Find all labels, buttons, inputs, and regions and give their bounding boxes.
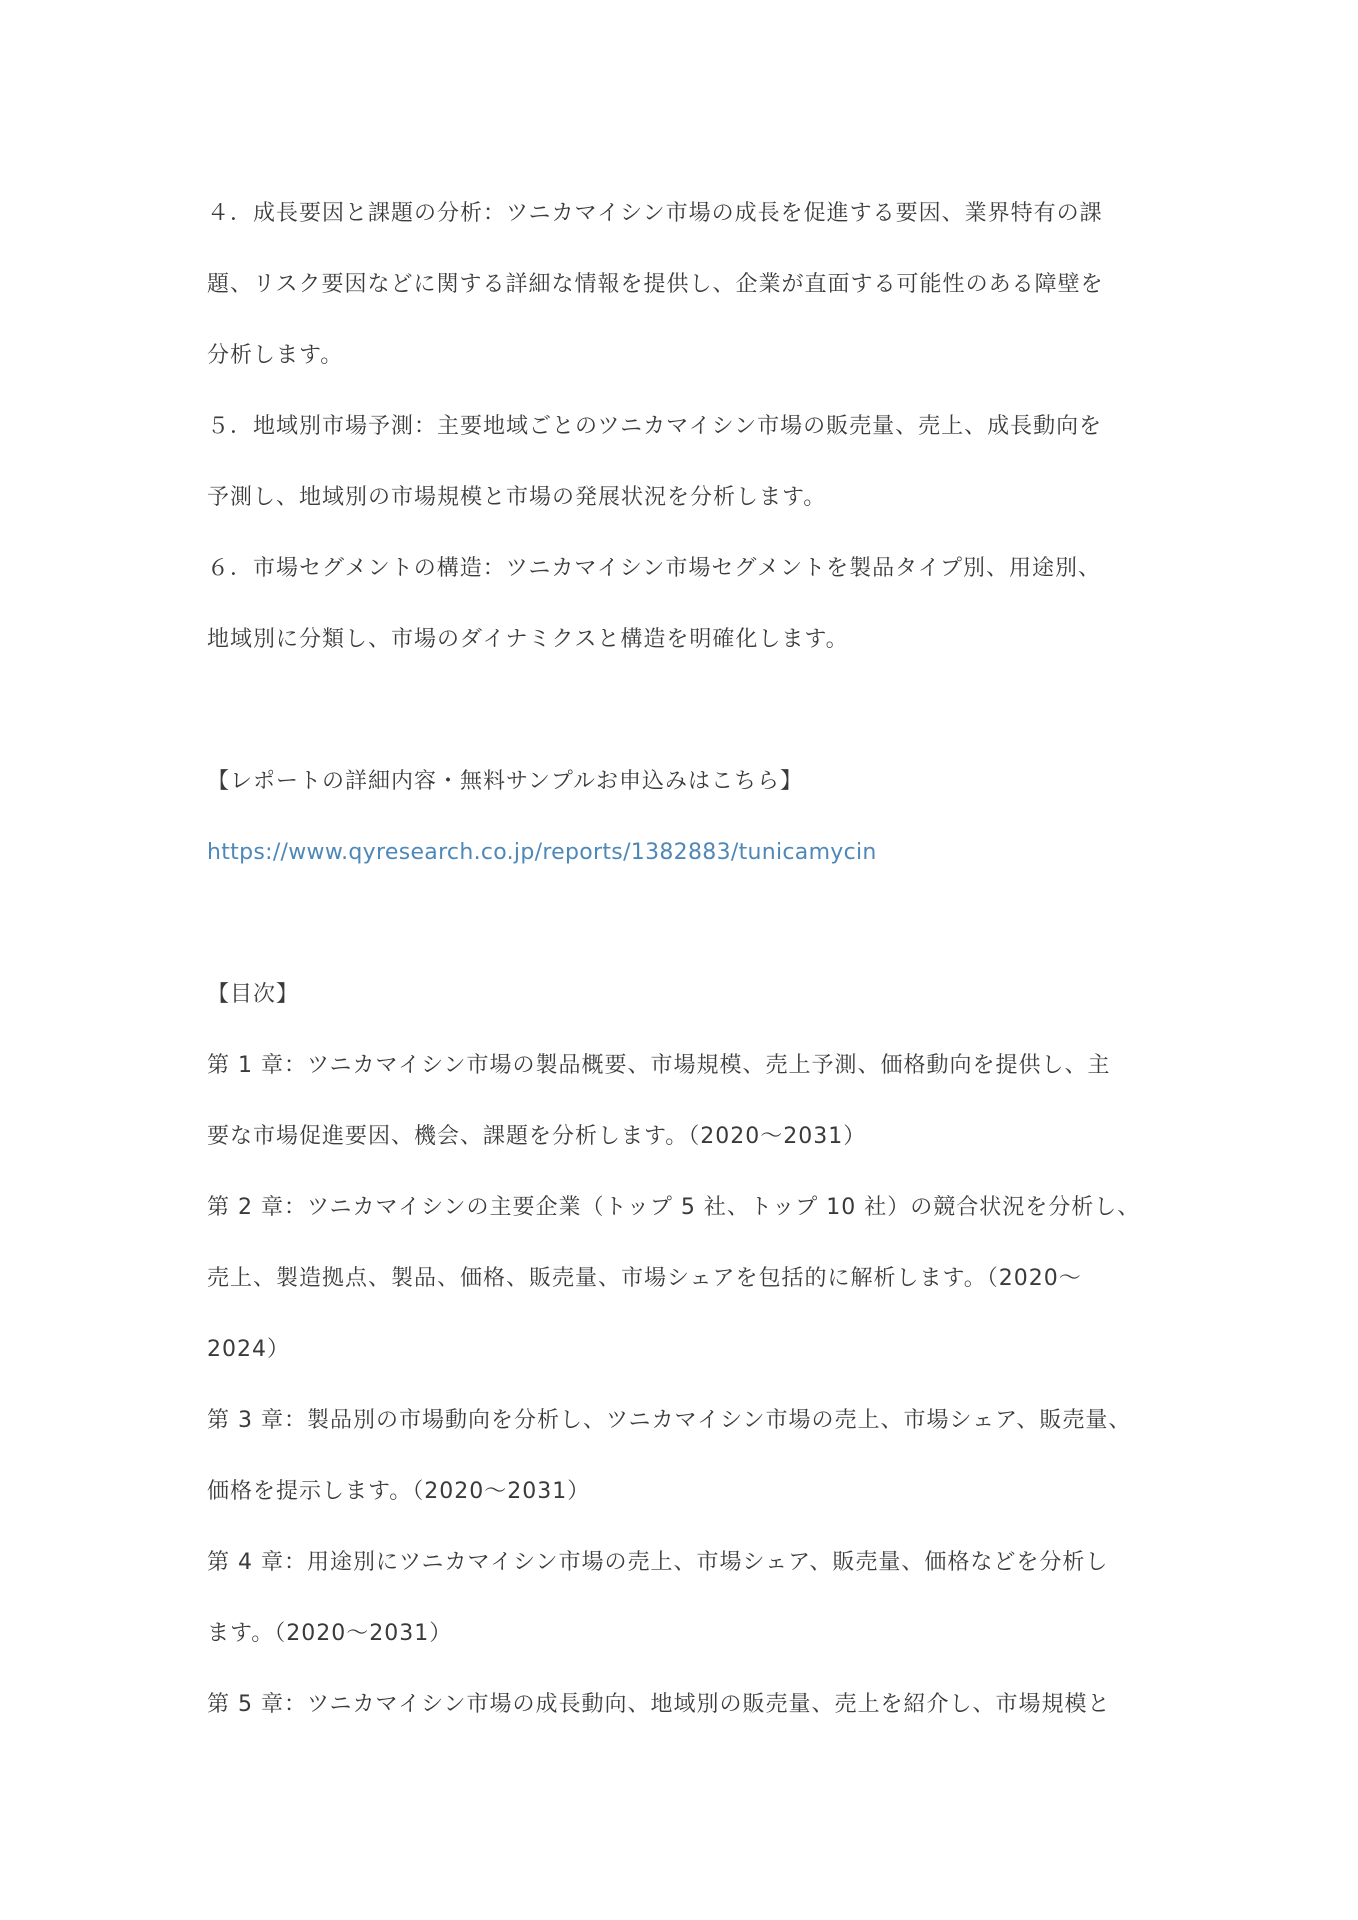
toc-heading: 【目次】 [207,982,300,1007]
toc-line: 第 1 章：ツニカマイシン市場の製品概要、市場規模、売上予測、価格動向を提供し、主 [207,1053,1111,1078]
document-body [207,178,1162,1740]
toc-line: ます。（2020～2031） [207,1621,453,1646]
spacer [207,888,1162,959]
analysis-item-5-line-1: ５．地域別市場予測：主要地域ごとのツニカマイシン市場の販売量、売上、成長動向を [207,414,1103,439]
analysis-item-5-line-2: 予測し、地域別の市場規模と市場の発展状況を分析します。 [207,485,827,510]
analysis-item-4-line-3: 分析します。 [207,343,344,368]
toc-line: 要な市場促進要因、機会、課題を分析します。（2020～2031） [207,1124,867,1149]
toc-line: 第 2 章：ツニカマイシンの主要企業（トップ 5 社、トップ 10 社）の競合状況を分析し、 [207,1195,1141,1220]
toc-line: 第 4 章：用途別にツニカマイシン市場の売上、市場シェア、販売量、価格などを分析し [207,1550,1109,1575]
analysis-item-4-line-1: ４．成長要因と課題の分析：ツニカマイシン市場の成長を促進する要因、業界特有の課 [207,201,1103,226]
toc-line: 第 3 章：製品別の市場動向を分析し、ツニカマイシン市場の売上、市場シェア、販売量、 [207,1408,1132,1433]
toc-line: 価格を提示します。（2020～2031） [207,1479,591,1504]
toc-line: 2024） [207,1337,290,1362]
analysis-item-4-line-2: 題、リスク要因などに関する詳細な情報を提供し、企業が直面する可能性のある障壁を [207,272,1104,297]
toc-line: 第 5 章：ツニカマイシン市場の成長動向、地域別の販売量、売上を紹介し、市場規模と [207,1692,1111,1717]
analysis-item-6-line-2: 地域別に分類し、市場のダイナミクスと構造を明確化します。 [207,627,849,652]
report-link[interactable]: https://www.qyresearch.co.jp/reports/1382883/tunicamycin [207,840,877,865]
toc-line: 売上、製造拠点、製品、価格、販売量、市場シェアを包括的に解析します。（2020～ [207,1266,1082,1291]
report-detail-heading: 【レポートの詳細内容・無料サンプルお申込みはこちら】 [207,769,804,794]
analysis-item-6-line-1: ６．市場セグメントの構造：ツニカマイシン市場セグメントを製品タイプ別、用途別、 [207,556,1102,581]
spacer [207,675,1162,746]
